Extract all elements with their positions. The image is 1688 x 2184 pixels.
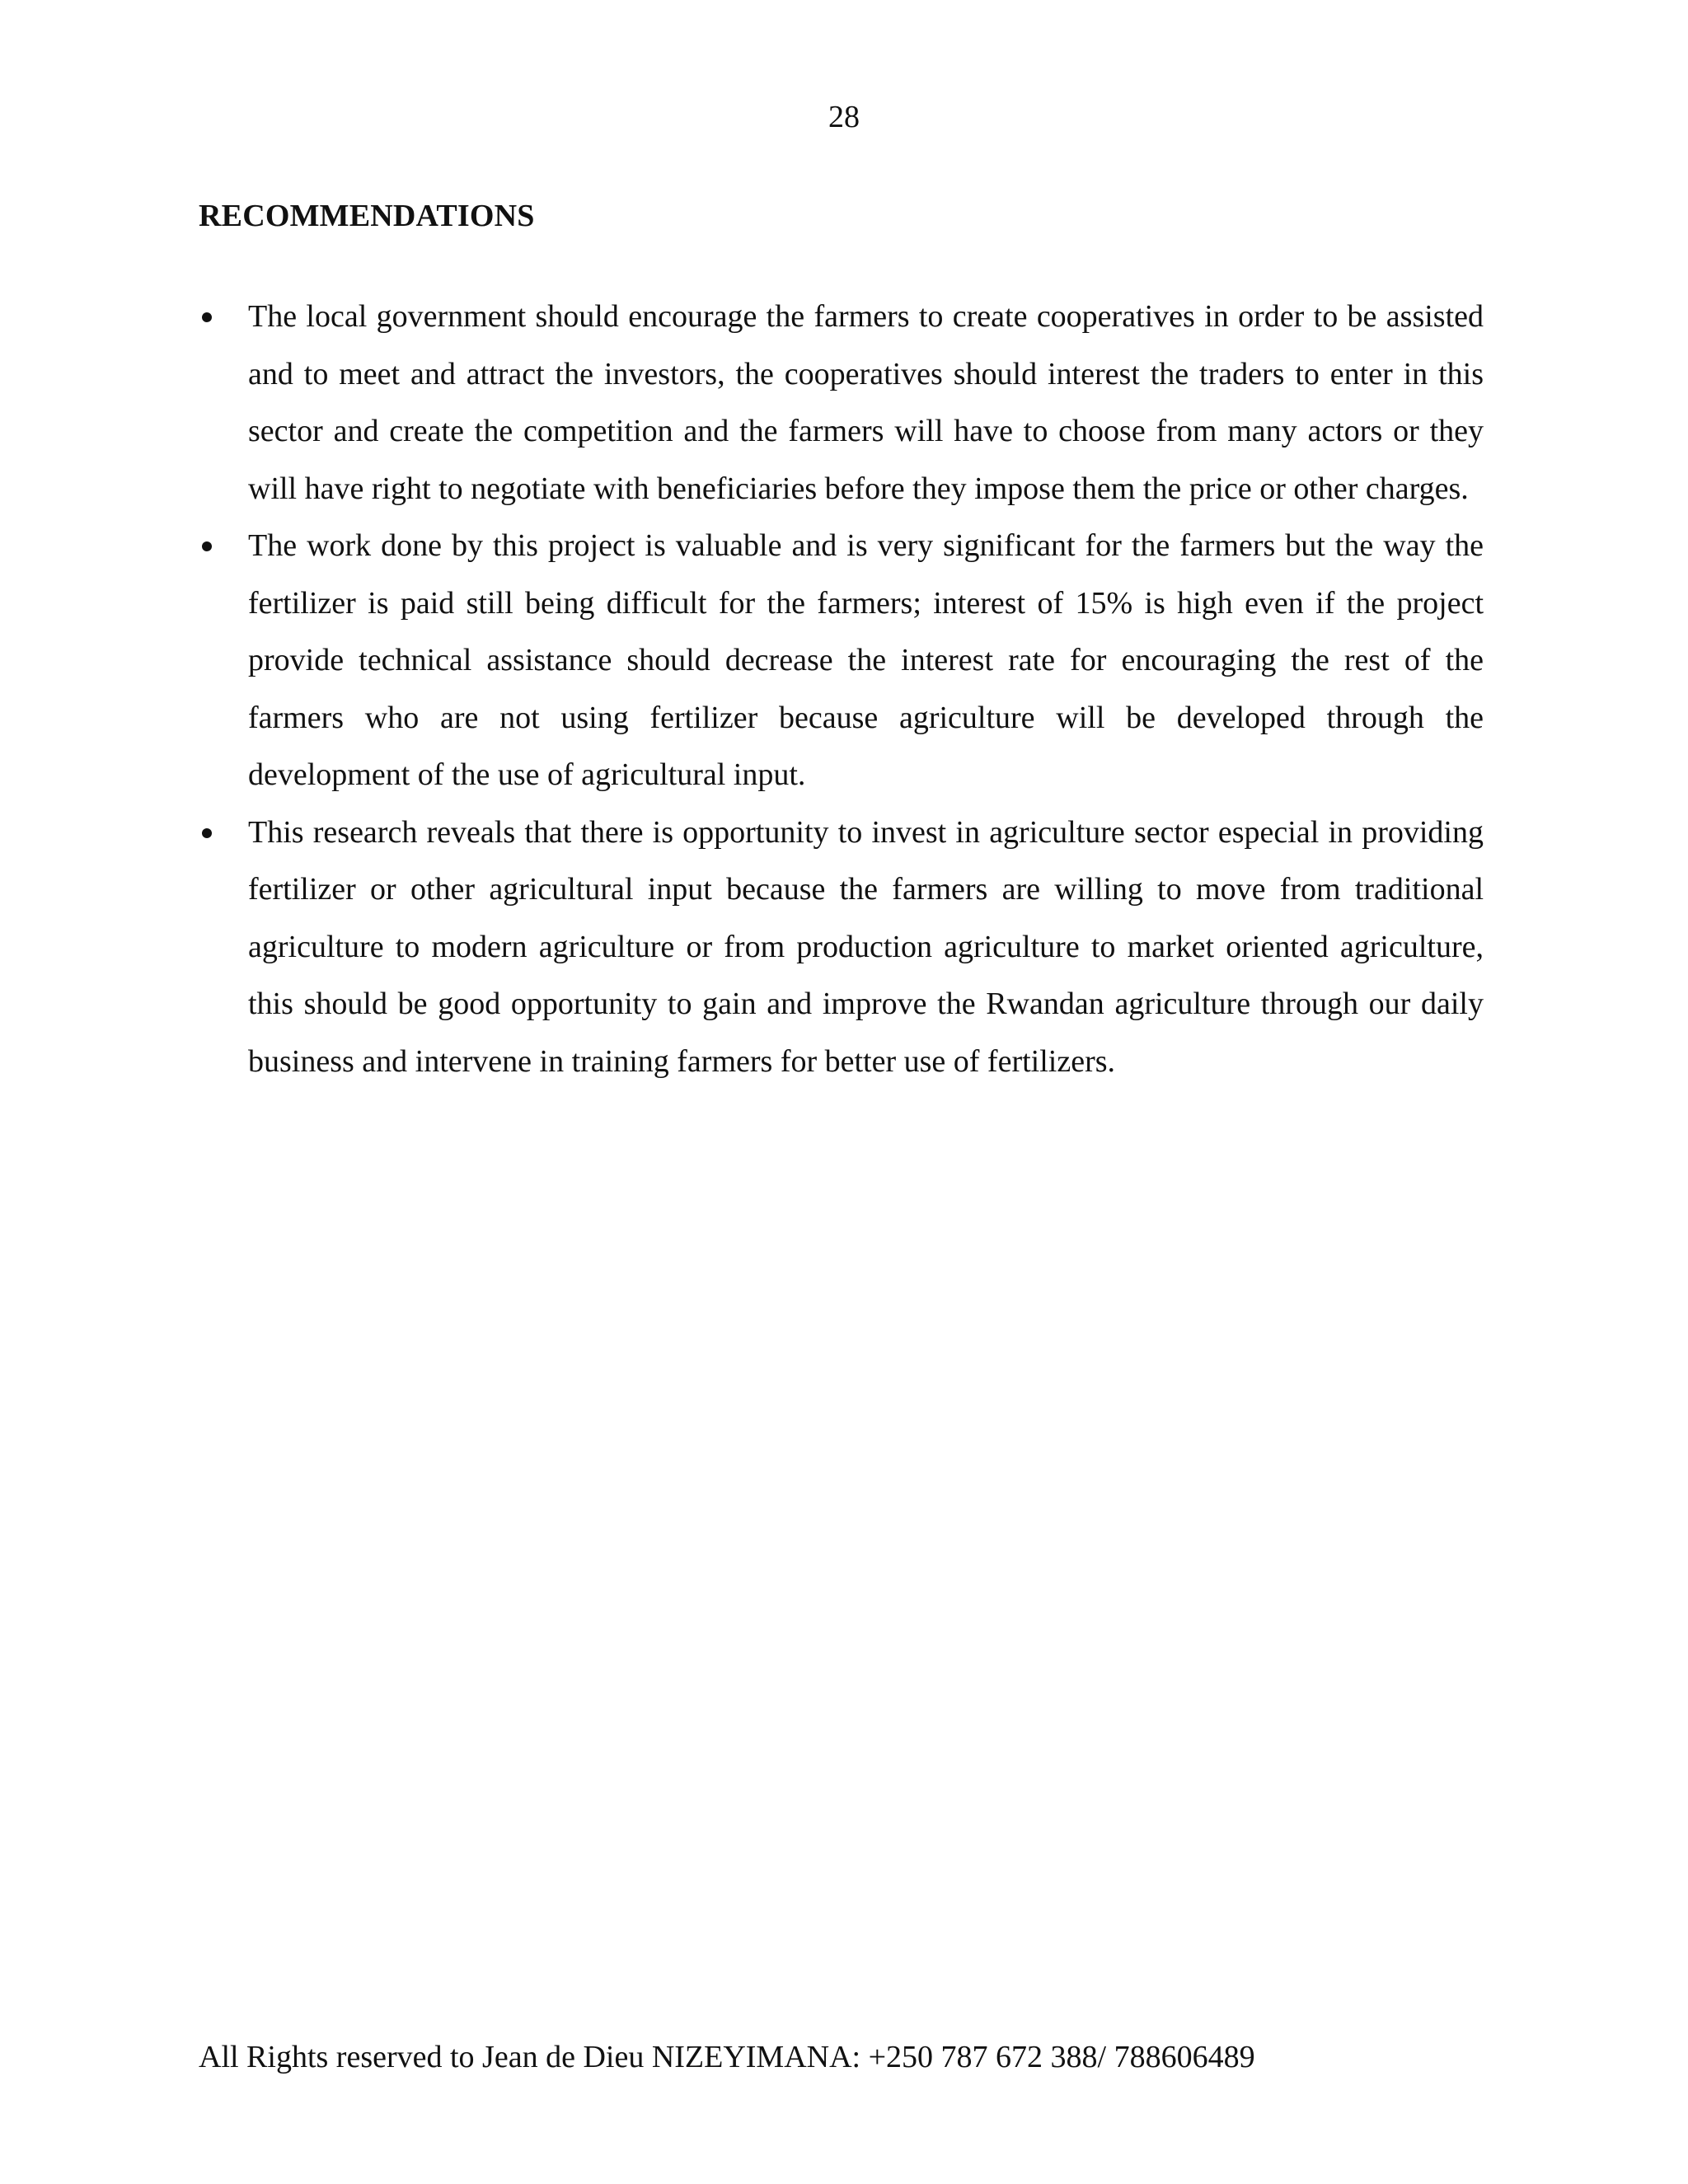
list-item-text: The work done by this project is valuable and is very significant for the farmers but the way the fertilizer is paid still being difficult for the farmers; interest of 15% is high even if the project provide technical assistance should decrease the interest rate for encouraging the rest of the farmers who are not using fertilizer because agriculture will be developed through the development of the use of agricultural input. bbox=[248, 528, 1484, 792]
list-item-text: The local government should encourage the farmers to create cooperatives in order to be assisted and to meet and attract the investors, the cooperatives should interest the traders to enter in this sector and create the competition and the farmers will have to choose from many actors or they will have right to negotiate with beneficiaries before they impose them the price or other charges. bbox=[248, 299, 1484, 506]
section-heading: RECOMMENDATIONS bbox=[199, 199, 535, 233]
list-item bbox=[199, 288, 1484, 518]
footer-copyright: All Rights reserved to Jean de Dieu NIZEYIMANA: +250 787 672 388/ 788606489 bbox=[199, 2040, 1255, 2074]
list-item bbox=[199, 518, 1484, 804]
list-item-text: This research reveals that there is opportunity to invest in agriculture sector especial in providing fertilizer or other agricultural input because the farmers are willing to move from traditional agriculture to modern agriculture or from production agriculture to market oriented agriculture, this should be good opportunity to gain and improve the Rwandan agriculture through our daily business and intervene in training farmers for better use of fertilizers. bbox=[248, 814, 1484, 1079]
page-number: 28 bbox=[828, 100, 860, 134]
list-item bbox=[199, 804, 1484, 1091]
recommendations-list bbox=[199, 288, 1484, 1090]
